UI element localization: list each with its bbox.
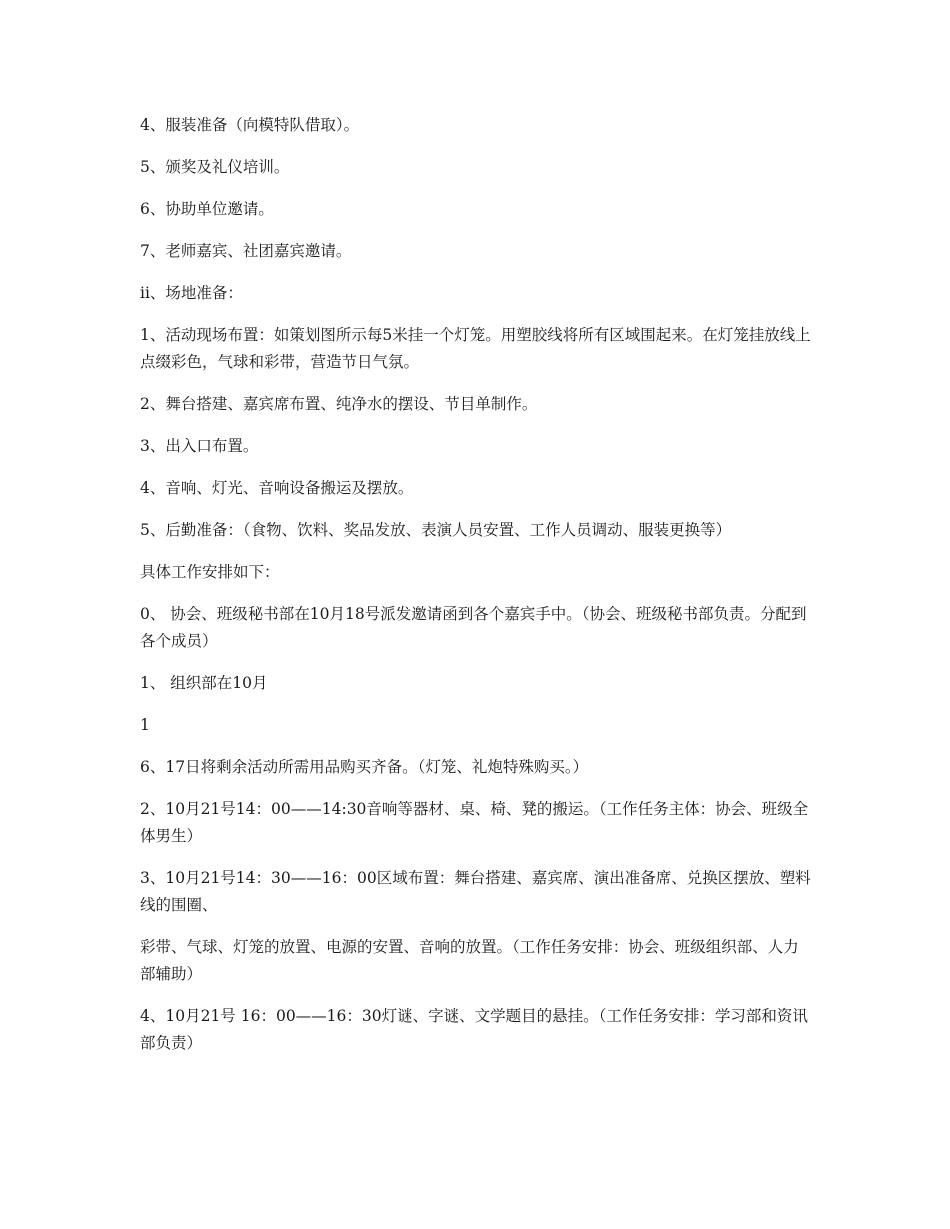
paragraph-guest-invite: 7、老师嘉宾、社团嘉宾邀请。	[140, 242, 352, 260]
paragraph-task-1: 1、 组织部在10月	[140, 674, 268, 692]
paragraph-purchase: 6、17日将剩余活动所需用品购买齐备。（灯笼、礼炮特殊购买。）	[140, 758, 589, 776]
paragraph-audio-setup: 4、音响、灯光、音响设备搬运及摆放。	[140, 479, 414, 497]
paragraph-partner-invite: 6、协助单位邀请。	[140, 200, 274, 218]
paragraph-fragment-1: 1	[140, 716, 150, 734]
paragraph-award-training: 5、颁奖及礼仪培训。	[140, 158, 290, 176]
paragraph-clothing-prep: 4、服装准备（向模特队借取）。	[140, 116, 360, 134]
paragraph-task-4: 4、10月21号 16：00——16：30灯谜、字谜、文学题目的悬挂。（工作任务安排：学习部和资讯部负责）	[140, 1007, 808, 1052]
paragraph-site-layout: 1、活动现场布置：如策划图所示每5米挂一个灯笼。用塑胶线将所有区域围起来。在灯笼挂放线上点缀彩色，气球和彩带，营造节日气氛。	[140, 326, 811, 371]
paragraph-task-0: 0、 协会、班级秘书部在10月18号派发邀请函到各个嘉宾手中。（协会、班级秘书部负责。分配到各个成员）	[140, 605, 807, 650]
paragraph-logistics: 5、后勤准备：（食物、饮料、奖品发放、表演人员安置、工作人员调动、服装更换等）	[140, 521, 732, 539]
paragraph-task-2: 2、10月21号14：00——14:30音响等器材、桌、椅、凳的搬运。（工作任务主体：协会、班级全体男生）	[140, 800, 809, 845]
paragraph-venue-heading: ii、场地准备：	[140, 284, 243, 302]
paragraph-entrance-setup: 3、出入口布置。	[140, 437, 259, 455]
paragraph-stage-setup: 2、舞台搭建、嘉宾席布置、纯净水的摆设、节目单制作。	[140, 395, 538, 413]
paragraph-task-3: 3、10月21号14：30——16：00区域布置：舞台搭建、嘉宾席、演出准备席、兑换区摆放、塑料线的围圈、	[140, 869, 811, 914]
document-body	[140, 112, 812, 1072]
paragraph-task-3-continued: 彩带、气球、灯笼的放置、电源的安置、音响的放置。（工作任务安排：协会、班级组织部、人力部辅助）	[140, 938, 799, 983]
paragraph-schedule-heading: 具体工作安排如下：	[140, 563, 280, 581]
